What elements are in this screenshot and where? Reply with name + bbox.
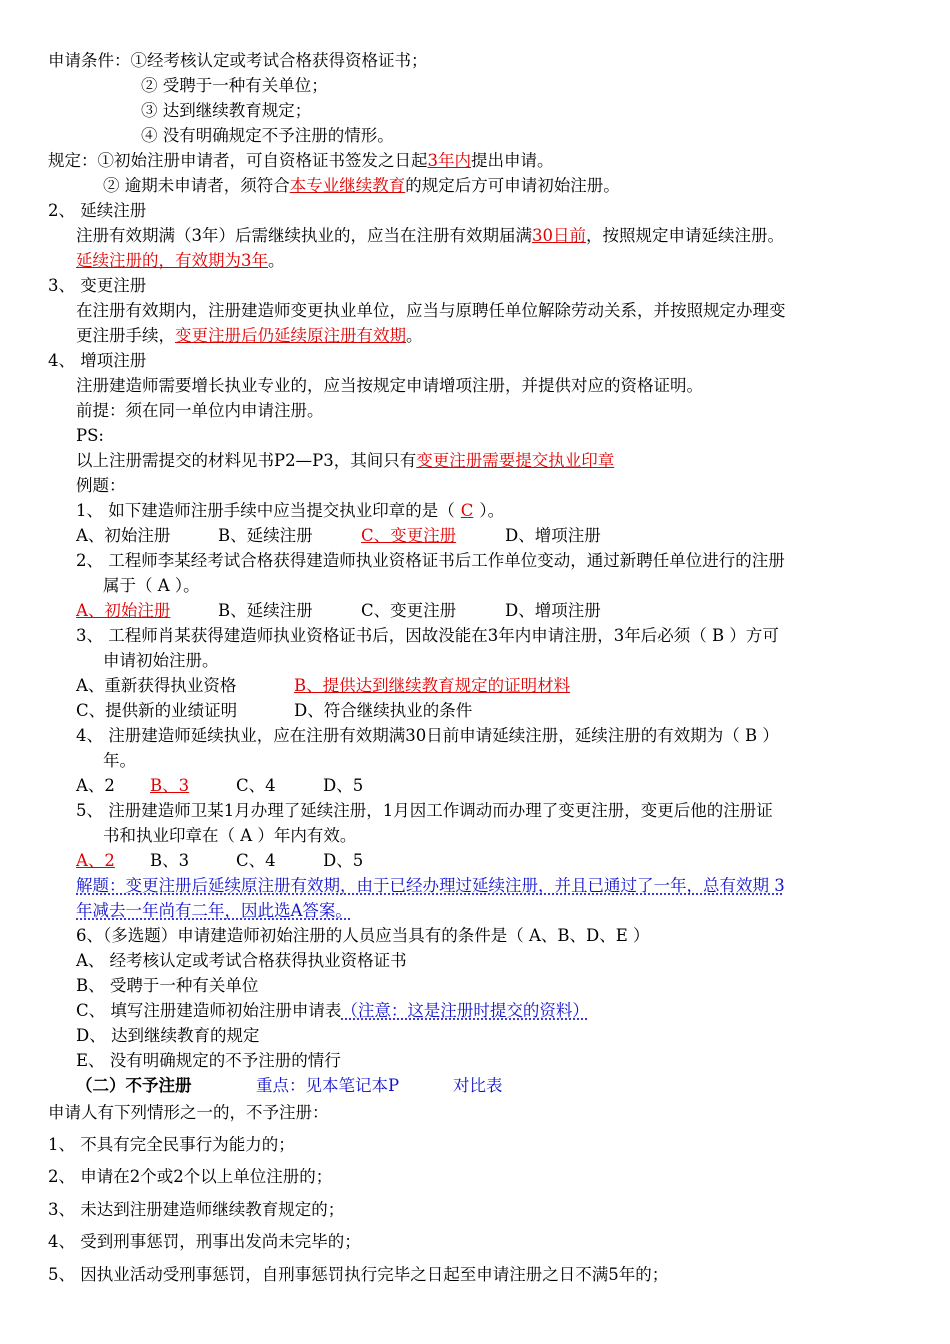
text: 。 [406, 326, 423, 345]
condition-item: ①经考核认定或考试合格获得资格证书； [130, 51, 428, 70]
paragraph [76, 325, 423, 347]
section-heading: 4、 增项注册 [48, 351, 147, 370]
option-answer: B、3 [150, 776, 190, 795]
paragraph: 申请人有下列情形之一的，不予注册： [48, 1103, 329, 1122]
text: 更注册手续， [76, 326, 175, 345]
option-answer: B、提供达到继续教育规定的证明材料 [294, 676, 571, 695]
text: ，按照规定申请延续注册。 [586, 226, 784, 245]
option: D、符合继续执业的条件 [294, 701, 473, 720]
highlight-text: 本专业继续教育 [289, 176, 406, 195]
question-stem: 2、 工程师李某经考试合格获得建造师执业资格证书后工作单位变动，通过新聘任单位进行的注册 [76, 551, 785, 570]
option: C、提供新的业绩证明 [76, 701, 238, 720]
rule-text: ①初始注册申请者，可自资格证书签发之日起 [97, 151, 428, 170]
question-stem: 属于（ A ）。 [103, 576, 200, 595]
condition-item: ④ 没有明确规定不予注册的情形。 [141, 126, 394, 145]
list-item: 4、 受到刑事惩罚，刑事出发尚未完毕的； [48, 1232, 361, 1251]
option: B、延续注册 [218, 526, 313, 545]
rule-line-2 [103, 175, 620, 197]
option-answer: C、变更注册 [361, 526, 457, 545]
list-item: 5、 因执业活动受刑事惩罚，自刑事惩罚执行完毕之日起至申请注册之日不满5年的； [48, 1265, 669, 1284]
question-stem: 3、 工程师肖某获得建造师执业资格证书后，因故没能在3年内申请注册，3年后必须（ B ）方可 [76, 626, 779, 645]
list-item: 3、 未达到注册建造师继续教育规定的； [48, 1200, 345, 1219]
highlight-text: 延续注册的，有效期为3年 [76, 251, 268, 270]
paragraph: 在注册有效期内，注册建造师变更执业单位，应当与原聘任单位解除劳动关系，并按照规定办理变 [76, 301, 786, 320]
rules-label: 规定： [48, 151, 98, 170]
text: C、 填写注册建造师初始注册申请表 [76, 1001, 342, 1020]
note-text: 重点：见本笔记本P [256, 1076, 400, 1095]
option: D、增项注册 [505, 601, 601, 620]
rule-text: 的规定后方可申请初始注册。 [405, 176, 620, 195]
option: D、5 [323, 776, 364, 795]
question-stem: 申请初始注册。 [103, 651, 219, 670]
note-text: （注意：这是注册时提交的资料） [341, 1001, 589, 1020]
rule-text: ② 逾期未申请者，须符合 [103, 176, 290, 195]
text: 以上注册需提交的材料见书P2—P3，其间只有 [76, 451, 417, 470]
paragraph [76, 450, 614, 472]
list-item: 2、 申请在2个或2个以上单位注册的； [48, 1167, 333, 1186]
paragraph: 前提：须在同一单位内申请注册。 [76, 401, 324, 420]
text: 。 [268, 251, 285, 270]
condition-item: ② 受聘于一种有关单位； [141, 76, 328, 95]
paragraph: 注册建造师需要增长执业专业的，应当按规定申请增项注册，并提供对应的资格证明。 [76, 376, 703, 395]
condition-item: ③ 达到继续教育规定； [141, 101, 312, 120]
option [76, 1000, 589, 1022]
option: E、 没有明确规定的不予注册的情行 [76, 1051, 341, 1070]
option: B、3 [150, 851, 190, 870]
conditions-line-1 [48, 50, 428, 72]
option: C、变更注册 [361, 601, 457, 620]
section-heading: （二）不予注册 [76, 1076, 192, 1095]
option: A、 经考核认定或考试合格获得执业资格证书 [76, 951, 407, 970]
option: D、 达到继续教育的规定 [76, 1026, 260, 1045]
question-stem [76, 500, 504, 522]
text: 注册有效期满（3年）后需继续执业的，应当在注册有效期届满 [76, 226, 532, 245]
option: C、4 [236, 851, 276, 870]
paragraph [76, 225, 784, 247]
explanation-text: 年减去一年尚有二年，因此选A答案。 [76, 901, 352, 920]
option: A、重新获得执业资格 [76, 676, 237, 695]
option: D、5 [323, 851, 364, 870]
ps-label: PS: [76, 426, 104, 445]
highlight-text: 变更注册后仍延续原注册有效期 [175, 326, 406, 345]
option: A、2 [76, 776, 115, 795]
highlight-text: 30日前 [532, 226, 586, 245]
question-stem: 5、 注册建造师卫某1月办理了延续注册，1月因工作调动而办理了变更注册，变更后他的注册证 [76, 801, 773, 820]
answer-text: C [460, 501, 474, 520]
option: B、延续注册 [218, 601, 313, 620]
explanation-text: 解题：变更注册后延续原注册有效期，由于已经办理过延续注册，并且已通过了一年，总有效期 3 [76, 876, 785, 895]
highlight-text: 3年内 [427, 151, 471, 170]
option-answer: A、初始注册 [76, 601, 171, 620]
option: B、 受聘于一种有关单位 [76, 976, 259, 995]
option: D、增项注册 [505, 526, 601, 545]
rule-line-1 [48, 150, 554, 172]
text: ）。 [479, 501, 505, 520]
paragraph [76, 250, 285, 272]
list-item: 1、 不具有完全民事行为能力的； [48, 1135, 295, 1154]
text: 1、 如下建造师注册手续中应当提交执业印章的是（ [76, 501, 455, 520]
section-heading: 2、 延续注册 [48, 201, 147, 220]
question-stem: 书和执业印章在（ A ）年内有效。 [103, 826, 357, 845]
rule-text: 提出申请。 [471, 151, 554, 170]
question-stem: 6、（多选题）申请建造师初始注册的人员应当具有的条件是（ A、B、D、E ） [76, 926, 650, 945]
conditions-label: 申请条件： [48, 51, 131, 70]
option-answer: A、2 [76, 851, 115, 870]
question-stem: 年。 [103, 751, 136, 770]
highlight-text: 变更注册需要提交执业印章 [416, 451, 615, 470]
note-text: 对比表 [453, 1076, 503, 1095]
question-stem: 4、 注册建造师延续执业，应在注册有效期满30日前申请延续注册，延续注册的有效期为（ B ） [76, 726, 779, 745]
section-heading: 3、 变更注册 [48, 276, 147, 295]
option: A、初始注册 [76, 526, 171, 545]
example-label: 例题： [76, 476, 126, 495]
option: C、4 [236, 776, 276, 795]
